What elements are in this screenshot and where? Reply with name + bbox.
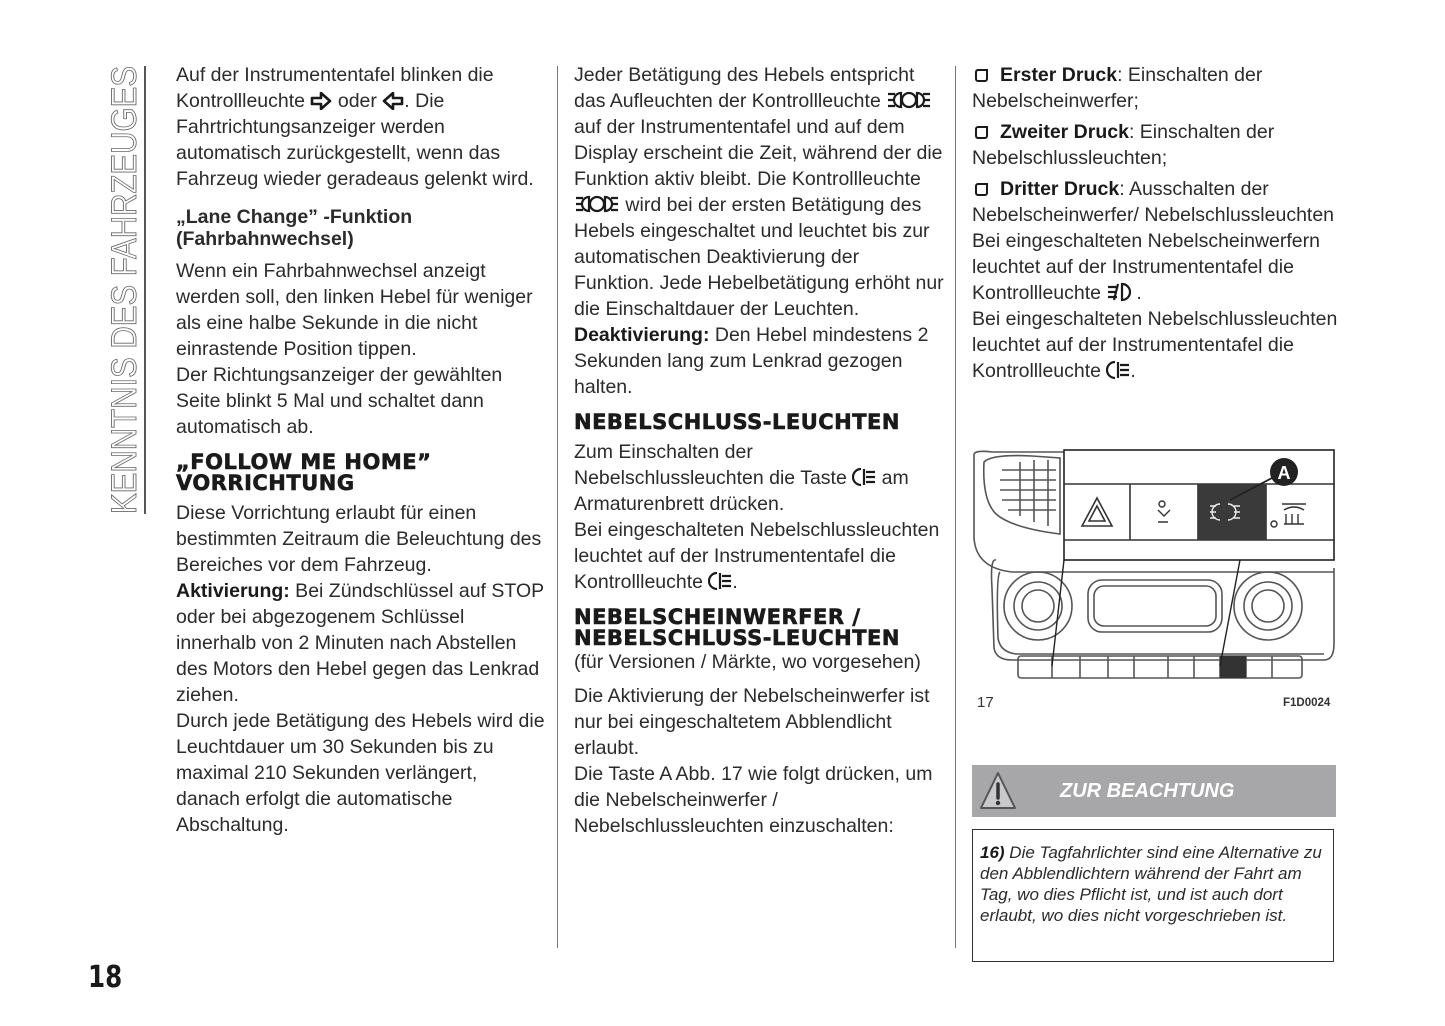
section-side-title — [100, 62, 148, 518]
paragraph-rear-fog-indicator: Bei eingeschalteten Nebelschlussleuchten leuchtet auf der Instrumententafel die Kontrollleuchte . — [574, 519, 940, 593]
column-1 — [176, 62, 546, 838]
side-divider — [144, 66, 146, 514]
bullet-icon — [975, 69, 988, 82]
paragraph-follow-intro: Diese Vorrichtung erlaubt für einen bestimmten Zeitraum die Beleuchtung des Bereiches vor dem Fahrzeug. — [176, 502, 542, 576]
column-3 — [972, 62, 1344, 384]
warning-header — [972, 765, 1336, 817]
paragraph-lane-change: Wenn ein Fahrbahnwechsel anzeigt werden soll, den linken Hebel für weniger als eine halbe Sekunde in die nicht einrastende Position tippen. — [176, 260, 533, 360]
paragraph-rear-fog-indicator-2: Bei eingeschalteten Nebelschlussleuchten leuchtet auf der Instrumententafel die Kontrollleuchte . — [972, 308, 1338, 382]
rear-fog-light-icon — [1106, 360, 1130, 380]
dashboard-illustration — [972, 448, 1336, 688]
paragraph-activation: Aktivierung: Bei Zündschlüssel auf STOP oder bei abgezogenem Schlüssel innerhalb von 2 Minuten nach Abstellen des Motors den Hebel gegen das Lenkrad ziehen. — [176, 580, 544, 706]
warning-icon — [978, 770, 1018, 812]
paragraph-fog-button: Die Taste A Abb. 17 wie folgt drücken, um die Nebelscheinwerfer / Nebelschlussleuchten einzuschalten: — [574, 763, 933, 837]
warning-note — [972, 829, 1334, 962]
figure-code: F1D0024 — [1283, 697, 1331, 709]
paragraph-front-fog-indicator: Bei eingeschalteten Nebelscheinwerfern leuchtet auf der Instrumententafel die Kontrollleuchte . — [972, 230, 1320, 304]
callout-label: A — [1277, 463, 1291, 483]
paragraph-rear-fog-switch: Zum Einschalten der Nebelschlussleuchten die Taste am Armaturenbrett drücken. — [574, 441, 909, 515]
warning-title: ZUR BEACHTUNG — [1060, 780, 1235, 802]
paragraph-indicator-blink: Der Richtungsanzeiger der gewählten Seite blinkt 5 Mal und schaltet dann automatisch ab. — [176, 364, 503, 438]
low-beam-indicator-icon — [886, 90, 932, 110]
figure-number: 17 — [977, 694, 994, 711]
rear-fog-light-icon — [852, 467, 876, 487]
list-item-second-press: Zweiter Druck: Einschalten der Nebelschlussleuchten; — [972, 121, 1275, 169]
note-number: 16) — [980, 843, 1005, 862]
bullet-icon — [975, 183, 988, 196]
side-title-text: KENNTNIS DES FAHRZEUGES — [105, 62, 144, 514]
paragraph-deactivation: Deaktivierung: Den Hebel mindestens 2 Sekunden lang zum Lenkrad gezogen halten. — [574, 324, 929, 398]
paragraph-duration: Durch jede Betätigung des Hebels wird die Leuchtdauer um 30 Sekunden bis zu maximal 210 Sekunden verlängert, danach erfolgt die automatische Abschaltung. — [176, 710, 545, 836]
list-item-first-press: Erster Druck: Einschalten der Nebelscheinwerfer; — [972, 64, 1263, 112]
heading-lane-change: „Lane Change” -Funktion (Fahrbahnwechsel) — [176, 206, 413, 250]
note-text: Die Tagfahrlichter sind eine Alternative zu den Abblendlichtern während der Fahrt am Tag, wo dies Pflicht ist, und ist auch dort erlaubt, wo dies nicht vorgeschrieben ist. — [980, 843, 1322, 925]
paragraph-fog-activation: Die Aktivierung der Nebelscheinwerfer ist nur bei eingeschaltetem Abblendlicht erlaubt. — [574, 685, 930, 759]
turn-left-indicator-icon — [382, 92, 404, 110]
column-divider — [557, 66, 558, 948]
paragraph-indicator-reset: Auf der Instrumententafel blinken die Kontrollleuchte oder . Die Fahrtrichtungsanzeiger werden automatisch zurückgestellt, wenn das Fahrzeug wieder geradeaus gelenkt wird. — [176, 64, 534, 190]
column-divider — [955, 66, 956, 948]
turn-right-indicator-icon — [310, 92, 332, 110]
heading-rear-fog-lights: NEBELSCHLUSS-LEUCHTEN — [574, 410, 900, 434]
paragraph-lever-press: Jeder Betätigung des Hebels entspricht das Aufleuchten der Kontrollleuchte auf der Instrumententafel und auf dem Display erscheint die Zeit, während der die Funktion aktiv bleibt. Die Kontrollleuchte wird bei der ersten Betätigung des Hebels eingeschaltet und leuchtet bis zur automatischen Deaktivierung der Funktion. Jede Hebelbetätigung erhöht nur die Einschaltdauer der Leuchten. — [574, 64, 944, 320]
column-2 — [574, 62, 944, 839]
bullet-icon — [975, 126, 988, 139]
rear-fog-light-icon — [708, 571, 732, 591]
heading-follow-me-home: „FOLLOW ME HOME” VORRICHTUNG — [176, 450, 432, 495]
heading-fog-lights-subtitle: (für Versionen / Märkte, wo vorgesehen) — [574, 651, 921, 673]
figure-dashboard-controls — [972, 448, 1336, 688]
page-number: 18 — [88, 960, 123, 995]
heading-fog-lights: NEBELSCHEINWERFER / NEBELSCHLUSS-LEUCHTEN — [574, 605, 900, 650]
list-item-third-press: Dritter Druck: Ausschalten der Nebelscheinwerfer/ Nebelschlussleuchten — [972, 178, 1335, 226]
low-beam-indicator-icon — [574, 194, 620, 214]
front-fog-light-icon — [1106, 282, 1136, 302]
